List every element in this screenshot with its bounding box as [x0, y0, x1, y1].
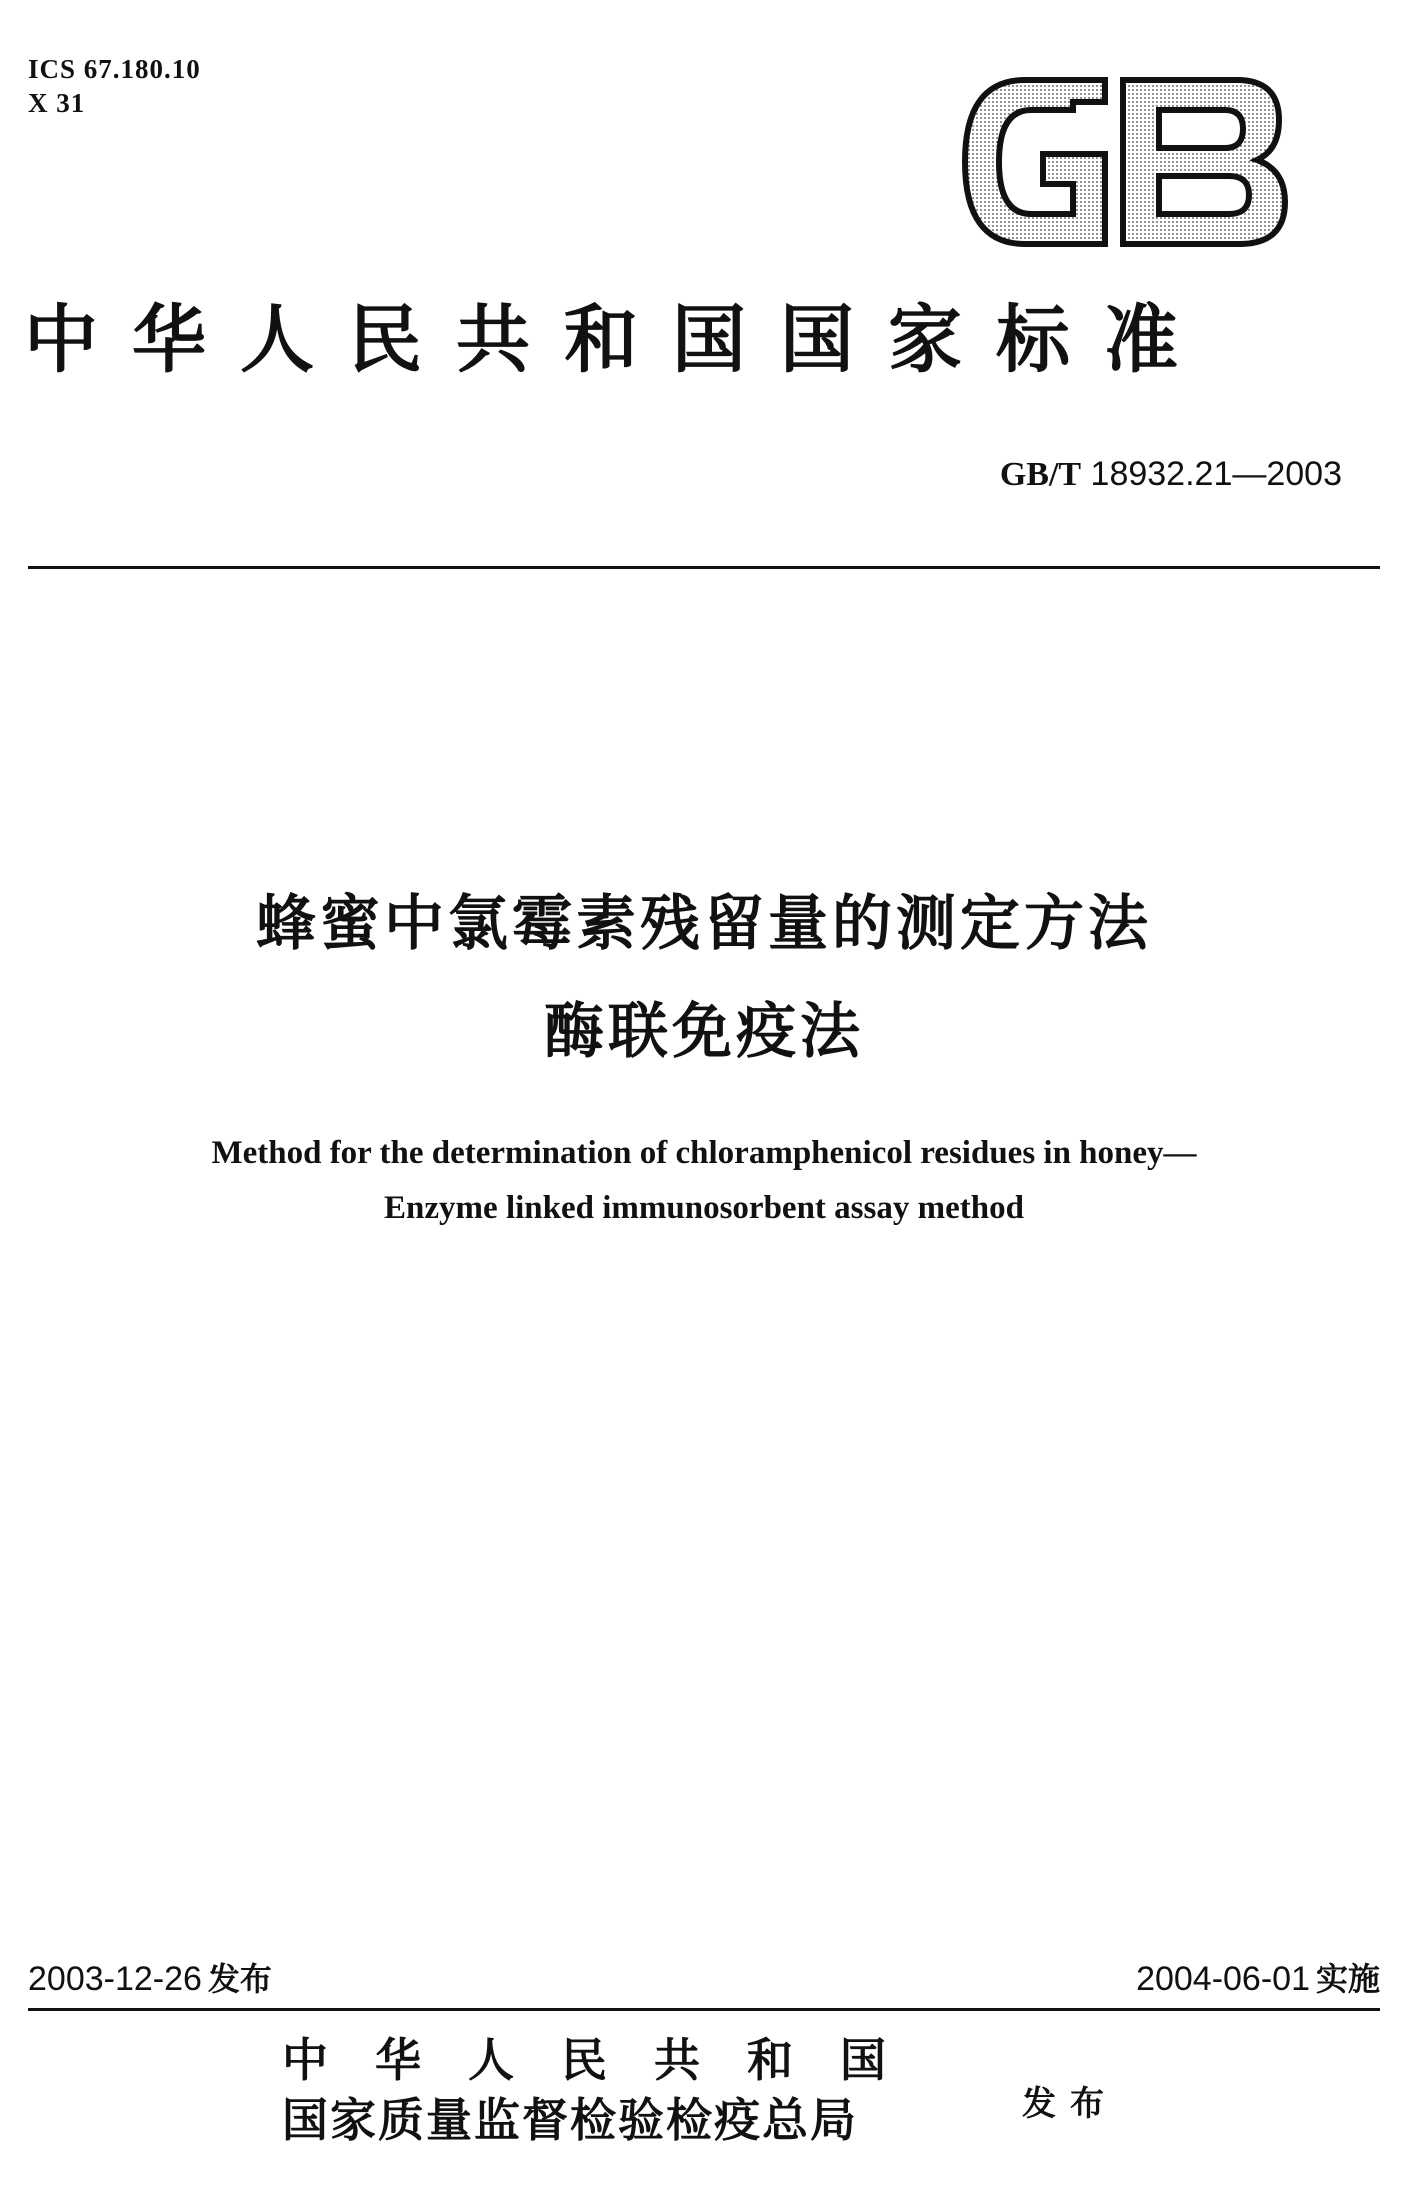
title-en-line1: Method for the determination of chloramphenicol residues in honey—	[211, 1135, 1197, 1171]
implement-date-label: 实施	[1315, 1960, 1380, 1998]
title-en-line2: Enzyme linked immunosorbent assay method	[384, 1190, 1024, 1226]
standard-number	[1000, 452, 1342, 497]
standard-number-value: 18932.21—2003	[1090, 455, 1342, 493]
issuer-agency: 国家质量监督检验检疫总局	[282, 2093, 858, 2147]
issue-date-label: 发布	[207, 1960, 272, 1998]
implement-date-value: 2004-06-01	[1136, 1960, 1310, 1998]
issuing-authorities	[282, 2030, 933, 2150]
issuer-country: 中华人民共和国	[282, 2033, 933, 2087]
issue-date	[28, 1956, 272, 2002]
issue-word: 发布	[1022, 2084, 1118, 2124]
ics-code: ICS 67.180.10	[28, 54, 201, 84]
implement-date	[1136, 1956, 1380, 2002]
title-cn-line2: 酶联免疫法	[544, 997, 864, 1067]
issue-date-value: 2003-12-26	[28, 1960, 202, 1998]
bottom-divider	[28, 2008, 1380, 2011]
top-divider	[28, 566, 1380, 569]
gb-logo	[955, 72, 1295, 252]
standard-prefix: GB/T	[999, 456, 1082, 493]
national-standard-banner: 中华人民共和国国家标准	[24, 297, 1212, 383]
classification-codes	[28, 52, 201, 120]
class-code: X 31	[28, 88, 86, 118]
gb-logo-text: GB	[955, 72, 957, 73]
title-cn-line1: 蜂蜜中氯霉素残留量的测定方法	[256, 889, 1152, 959]
